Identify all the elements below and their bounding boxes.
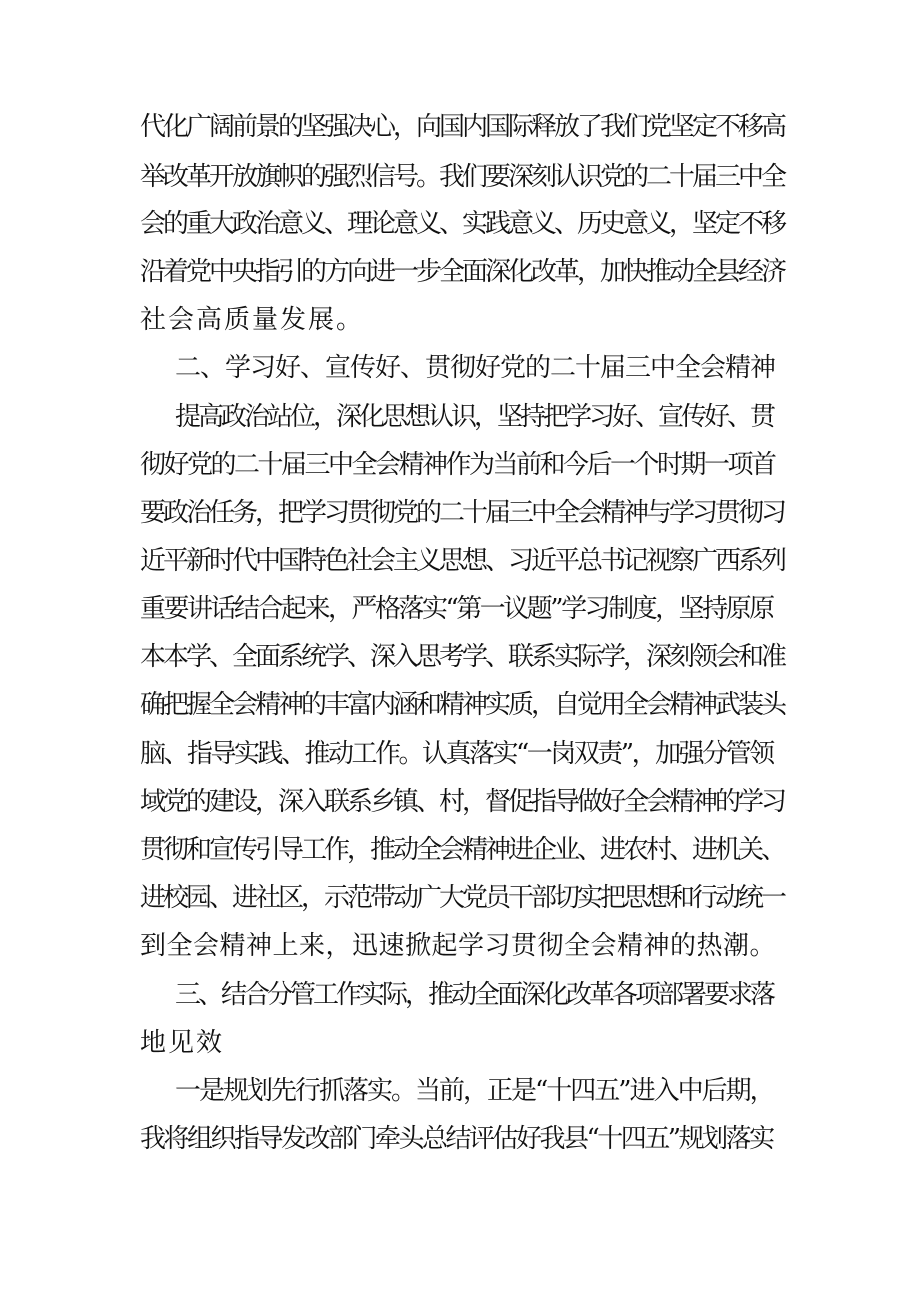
text-line-14: 脑、指导实践、推动工作。认真落实“一岗双责”，加强分管领 xyxy=(140,739,773,769)
text-line-16: 贯彻和宣传引导工作，推动全会精神进企业、进农村、进机关、 xyxy=(140,835,785,865)
text-line-15: 域党的建设，深入联系乡镇、村，督促指导做好全会精神的学习 xyxy=(140,787,785,817)
section-heading-3-cont: 地见效 xyxy=(140,1028,225,1058)
text-line-7: 提高政治站位，深化思想认识，坚持把学习好、宣传好、贯 xyxy=(175,402,774,432)
text-line-1: 代化广阔前景的坚强决心，向国内国际释放了我们党坚定不移高 xyxy=(140,112,785,142)
text-line-8: 彻好党的二十届三中全会精神作为当前和今后一个时期一项首 xyxy=(140,450,775,480)
text-line-21: 一是规划先行抓落实。当前，正是“十四五”进入中后期， xyxy=(175,1076,774,1106)
text-line-3: 会的重大政治意义、理论意义、实践意义、历史意义，坚定不移 xyxy=(140,209,785,239)
section-heading-2: 二、学习好、宣传好、贯彻好党的二十届三中全会精神 xyxy=(175,353,776,383)
text-line-18: 到全会精神上来，迅速掀起学习贯彻全会精神的热潮。 xyxy=(140,931,777,961)
text-line-22: 我将组织指导发改部门牵头总结评估好我县“十四五”规划落实 xyxy=(140,1124,773,1154)
text-line-4: 沿着党中央指引的方向进一步全面深化改革，加快推动全县经济 xyxy=(140,257,785,287)
text-line-2: 举改革开放旗帜的强烈信号。我们要深刻认识党的二十届三中全 xyxy=(140,162,785,192)
text-line-11: 重要讲话结合起来，严格落实“第一议题”学习制度，坚持原原 xyxy=(140,594,773,624)
text-line-9: 要政治任务，把学习贯彻党的二十届三中全会精神与学习贯彻习 xyxy=(140,498,785,528)
text-line-17: 进校园、进社区，示范带动广大党员干部切实把思想和行动统一 xyxy=(140,883,785,913)
text-line-10: 近平新时代中国特色社会主义思想、习近平总书记视察广西系列 xyxy=(140,546,785,576)
text-line-13: 确把握全会精神的丰富内涵和精神实质，自觉用全会精神武装头 xyxy=(140,690,785,720)
text-line-5: 社会高质量发展。 xyxy=(140,305,365,335)
section-heading-3: 三、结合分管工作实际，推动全面深化改革各项部署要求落 xyxy=(175,980,774,1010)
text-line-12: 本本学、全面系统学、深入思考学、联系实际学，深刻领会和准 xyxy=(140,642,785,672)
